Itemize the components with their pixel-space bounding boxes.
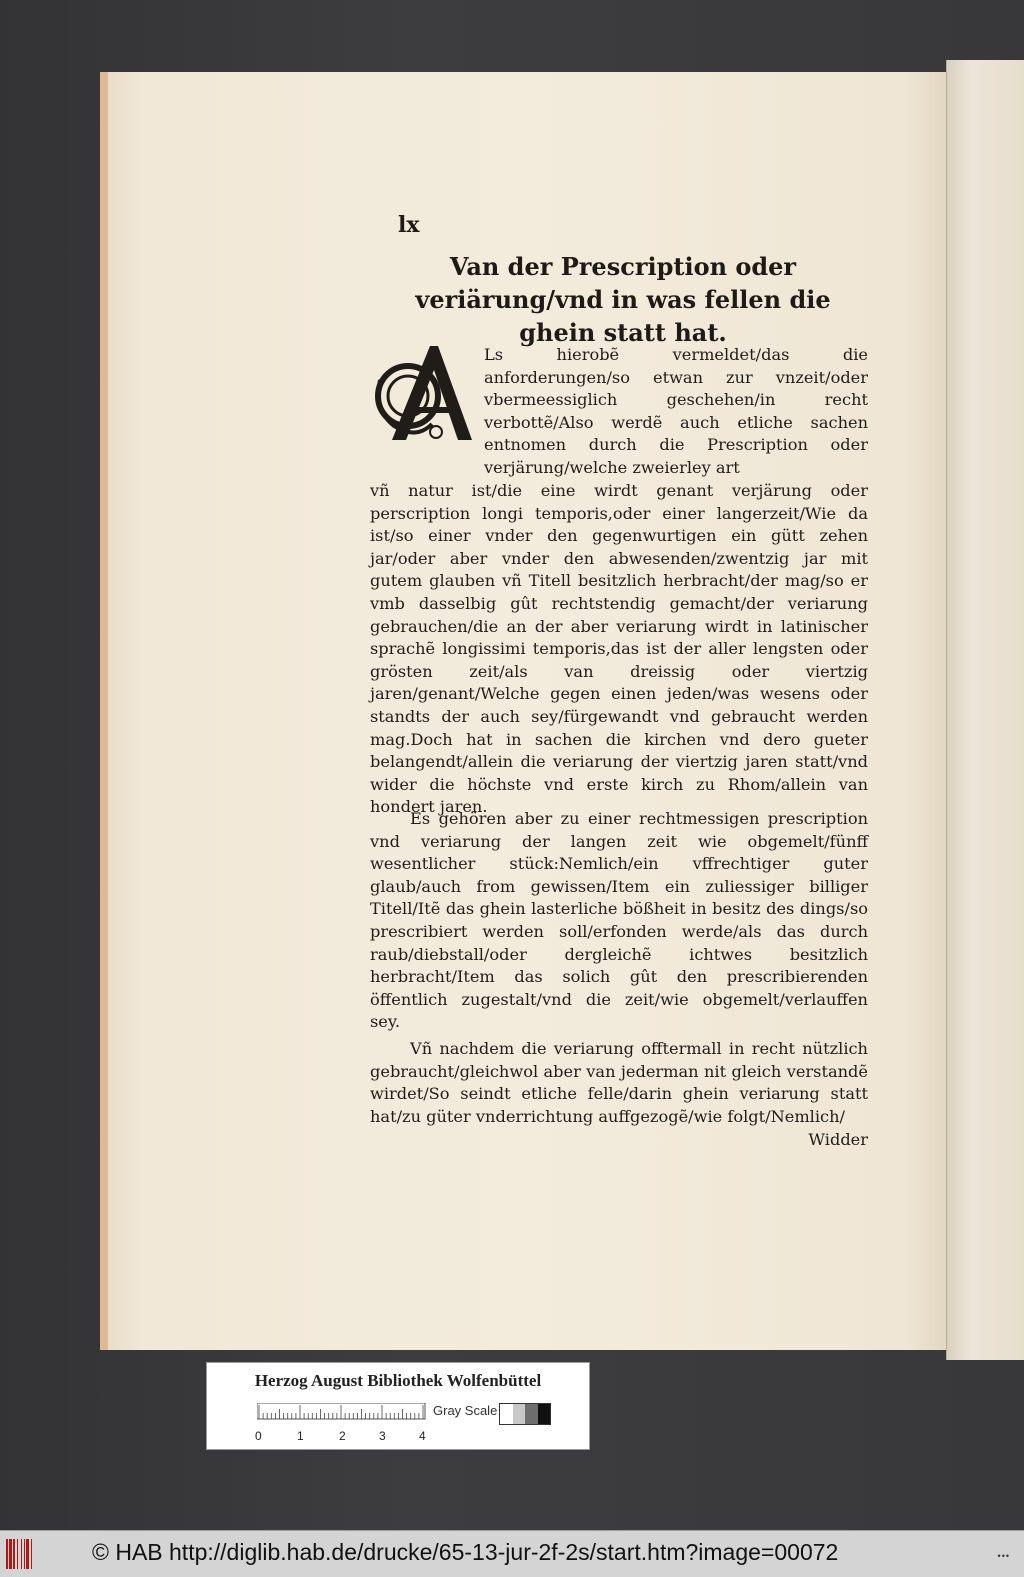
barcode-bar [31, 1539, 32, 1569]
barcode-bar [9, 1539, 12, 1569]
catchword: Widder [808, 1130, 868, 1149]
decorated-initial-a-icon [372, 340, 476, 446]
footer-dots: ••• [997, 1551, 1010, 1561]
gray-swatch [538, 1404, 551, 1424]
library-name: Herzog August Bibliothek Wolfenbüttel [254, 1371, 542, 1390]
barcode-bar [24, 1539, 25, 1569]
footer-url-text: © HAB http://diglib.hab.de/drucke/65-13-jur-2f-2s/start.htm?image=00072 [92, 1539, 839, 1565]
color-scale-card [206, 1362, 590, 1450]
ruler-number: 1 [297, 1429, 304, 1443]
ruler-number: 2 [339, 1429, 346, 1443]
barcode-bar [17, 1539, 18, 1569]
footer-bar [0, 1530, 1024, 1577]
gray-scale-swatches [499, 1403, 551, 1425]
ruler-number: 4 [419, 1429, 426, 1443]
paragraph-3: Vñ nachdem die veriarung offtermall in recht nützlich gebraucht/gleichwol aber van jederman nit gleich verstandẽ wirdet/So seindt etliche felle/darin ghein veriarung statt hat/zu güter vnderrichtung auffgezogẽ/wie folgt/Nemlich/ [370, 1039, 868, 1126]
gray-swatch [525, 1404, 538, 1424]
ruler-number: 0 [255, 1429, 262, 1443]
paragraph-1-lead: Ls hierobẽ vermeldet/das die anforderungen/so etwan zur vnzeit/oder vbermeessiglich geschehen/in recht verbottẽ/Also werdẽ auch etliche sachen entnomen durch die Prescription oder verjärung/welche zweierley art [484, 345, 868, 477]
barcode-bar [13, 1539, 15, 1569]
adjacent-page-edge [946, 60, 1024, 1360]
gray-swatch [500, 1404, 513, 1424]
ruler-number: 3 [379, 1429, 386, 1443]
barcode-bar [21, 1539, 22, 1569]
paragraph-1: vñ natur ist/die eine wirdt genant verjärung oder perscription longi temporis,oder einer langerzeit/Wie da ist/so einer vnder den gegenwurtigen ein gütt zehen jar/oder aber vnder den abwesenden/zwentzig jar mit gutem glauben vñ Titell besitzlich herbracht/der mag/so er vmb dasselbig gût rechtstendig gemacht/der veriarung gebrauchen/die an der aber veriarung wirdt in latinischer sprachẽ longissimi temporis,das ist der aller lengsten oder grösten zeit/als van dreissig oder viertzig jaren/genant/Welche gegen einen jeden/was wesens oder standts der auch sey/fürgewandt vnd gebraucht werden mag.Doch hat in sachen die kirchen vnd dero gueter belangendt/allein die veriarung der viertzig jaren statt/vnd wider die höchste vnd erste kirch zu Rhom/allein van hondert jaren. [370, 481, 868, 817]
gray-scale-label: Gray Scale [433, 1403, 498, 1418]
folio-number: lx [398, 212, 420, 238]
barcode-bar [6, 1539, 8, 1569]
paragraph-2: Es gehören aber zu einer rechtmessigen prescription vnd veriarung der langen zeit wie obgemelt/fünff wesentlicher stück:Nemlich/ein vffrechtiger guter glaub/auch from gewissen/Item ein zuliessiger billiger Titell/Itẽ das ghein lasterliche bößheit in besitz des dings/so prescribiert werden soll/erfonden werde/als das durch raub/diebstall/oder dergleichẽ ichtwes besitzlich herbracht/Item das solich gût den prescribierenden öffentlich zugestalt/vnd die zeit/wie obgemelt/verlauffen sey. [370, 809, 868, 1032]
barcode-bar [26, 1539, 29, 1569]
barcode-icon [6, 1539, 46, 1569]
chapter-heading: Van der Prescription oder veriärung/vnd in was fellen die ghein statt hat. [415, 252, 831, 347]
ruler-icon [257, 1403, 427, 1431]
gray-swatch [513, 1404, 526, 1424]
